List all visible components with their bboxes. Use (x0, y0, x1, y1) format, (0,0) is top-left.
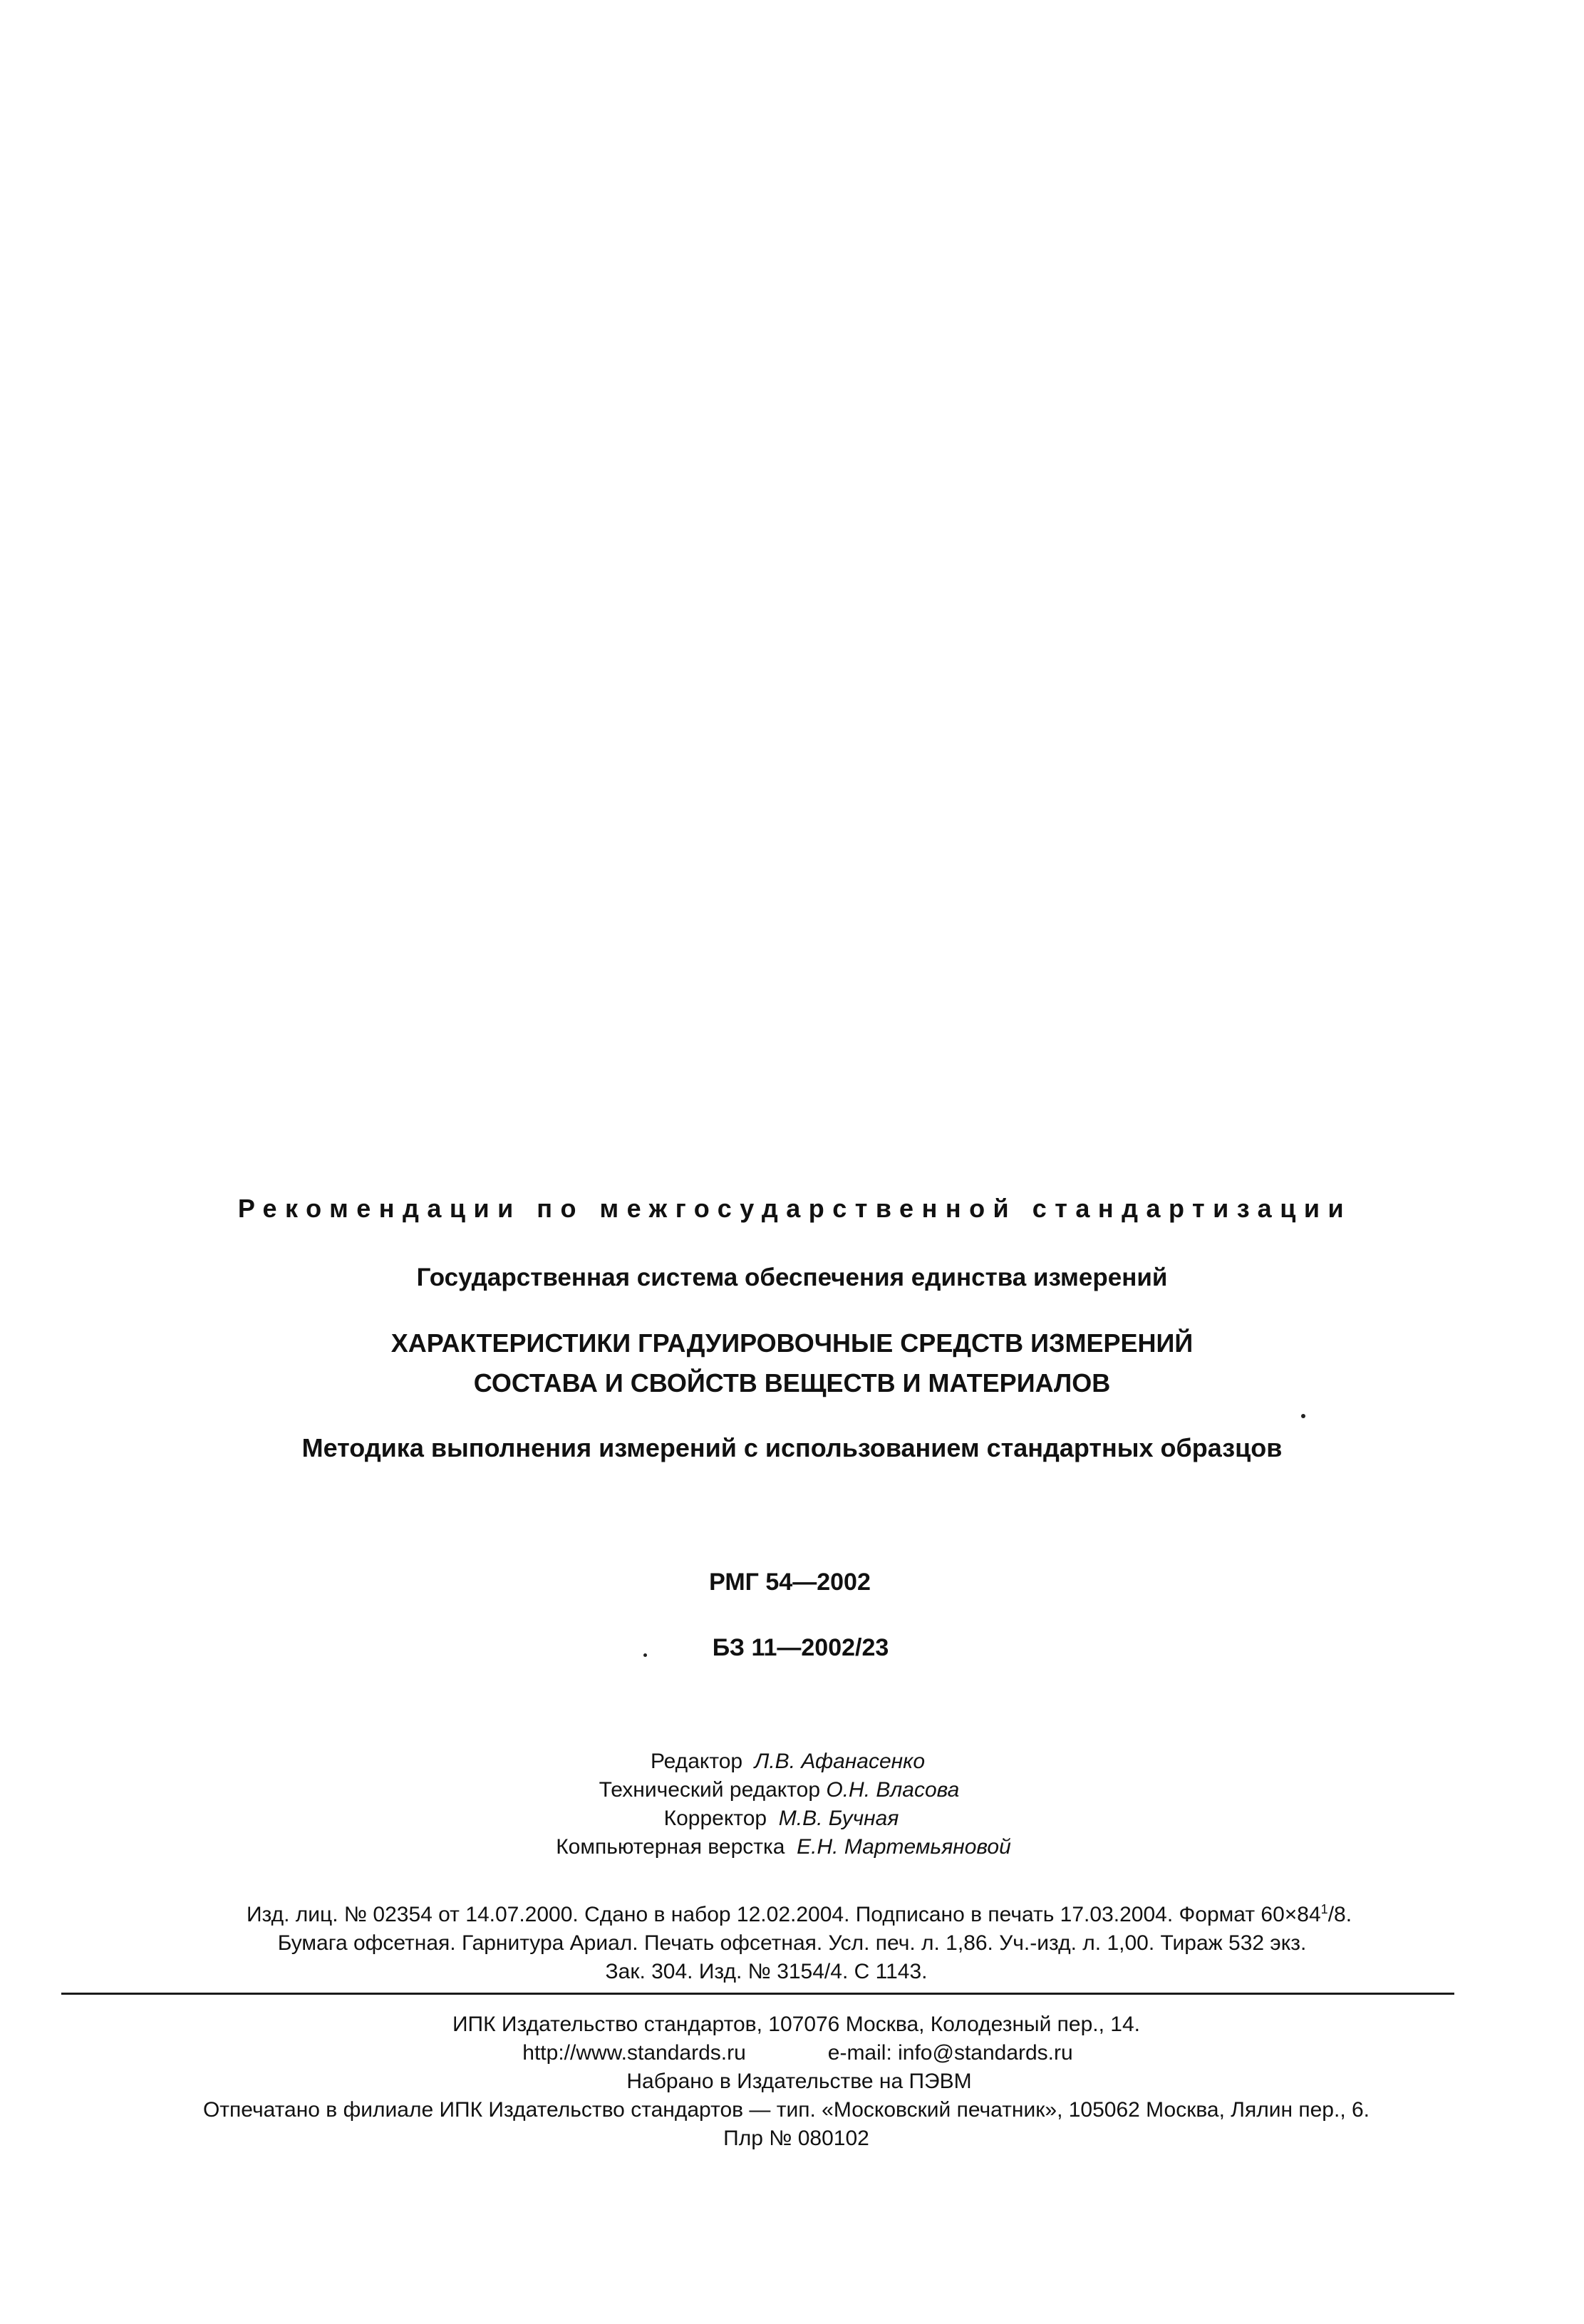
credit-role: Редактор (650, 1750, 743, 1773)
format-fraction: /8. (1327, 1903, 1352, 1926)
main-title-line-2: СОСТАВА И СВОЙСТВ ВЕЩЕСТВ И МАТЕРИАЛОВ (473, 1368, 1111, 1398)
credit-editor (0, 1751, 1580, 1772)
credit-person: Л.В. Афанасенко (754, 1750, 926, 1773)
imprint-text: Изд. лиц. № 02354 от 14.07.2000. Сдано в набор 12.02.2004. Подписано в печать 17.03.2004. Формат 60×84 (246, 1903, 1321, 1926)
credit-person: М.В. Бучная (778, 1807, 899, 1830)
publisher-website[interactable]: http://www.standards.ru (522, 2041, 746, 2065)
credit-tech-editor (0, 1780, 1571, 1801)
license-number: Плр № 080102 (723, 2127, 869, 2150)
imprint-line-2: Бумага офсетная. Гарнитура Ариал. Печать офсетная. Усл. печ. л. 1,86. Уч.-изд. л. 1,00. Тираж 532 экз. (277, 1931, 1307, 1955)
bz-code: БЗ 11—2002/23 (712, 1634, 889, 1661)
imprint-line-3: Зак. 304. Изд. № 3154/4. С 1143. (605, 1960, 928, 1983)
system-title: Государственная система обеспечения единства измерений (416, 1264, 1168, 1291)
credit-person: О.Н. Власова (826, 1778, 960, 1802)
credit-role: Корректор (663, 1807, 767, 1830)
credit-proofreader (0, 1808, 1573, 1829)
typeset-note: Набрано в Издательстве на ПЭВМ (626, 2070, 972, 2093)
format-superscript: 1 (1320, 1902, 1328, 1916)
publisher-email[interactable]: e-mail: info@standards.ru (827, 2041, 1073, 2065)
credit-layout (0, 1837, 1575, 1858)
document-code: РМГ 54—2002 (709, 1569, 871, 1596)
credit-person: Е.Н. Мартемьяновой (797, 1835, 1011, 1859)
horizontal-divider (61, 1993, 1454, 1995)
credit-role: Компьютерная верстка (556, 1835, 785, 1859)
imprint-line-1 (7, 1904, 1584, 1926)
method-title: Методика выполнения измерений с использованием стандартных образцов (301, 1433, 1283, 1462)
publisher-contacts (6, 2042, 1584, 2064)
series-title: Рекомендации по межгосударственной стандартизации (237, 1194, 1352, 1223)
main-title-line-1: ХАРАКТЕРИСТИКИ ГРАДУИРОВОЧНЫЕ СРЕДСТВ ИЗМЕРЕНИЙ (390, 1328, 1194, 1358)
printing-note: Отпечатано в филиале ИПК Издательство стандартов — тип. «Московский печатник», 105062 Москва, Лялин пер., 6. (202, 2098, 1370, 2122)
stray-mark (1301, 1414, 1305, 1418)
credit-role: Технический редактор (599, 1778, 821, 1802)
publisher-address: ИПК Издательство стандартов, 107076 Москва, Колодезный пер., 14. (452, 2013, 1140, 2036)
